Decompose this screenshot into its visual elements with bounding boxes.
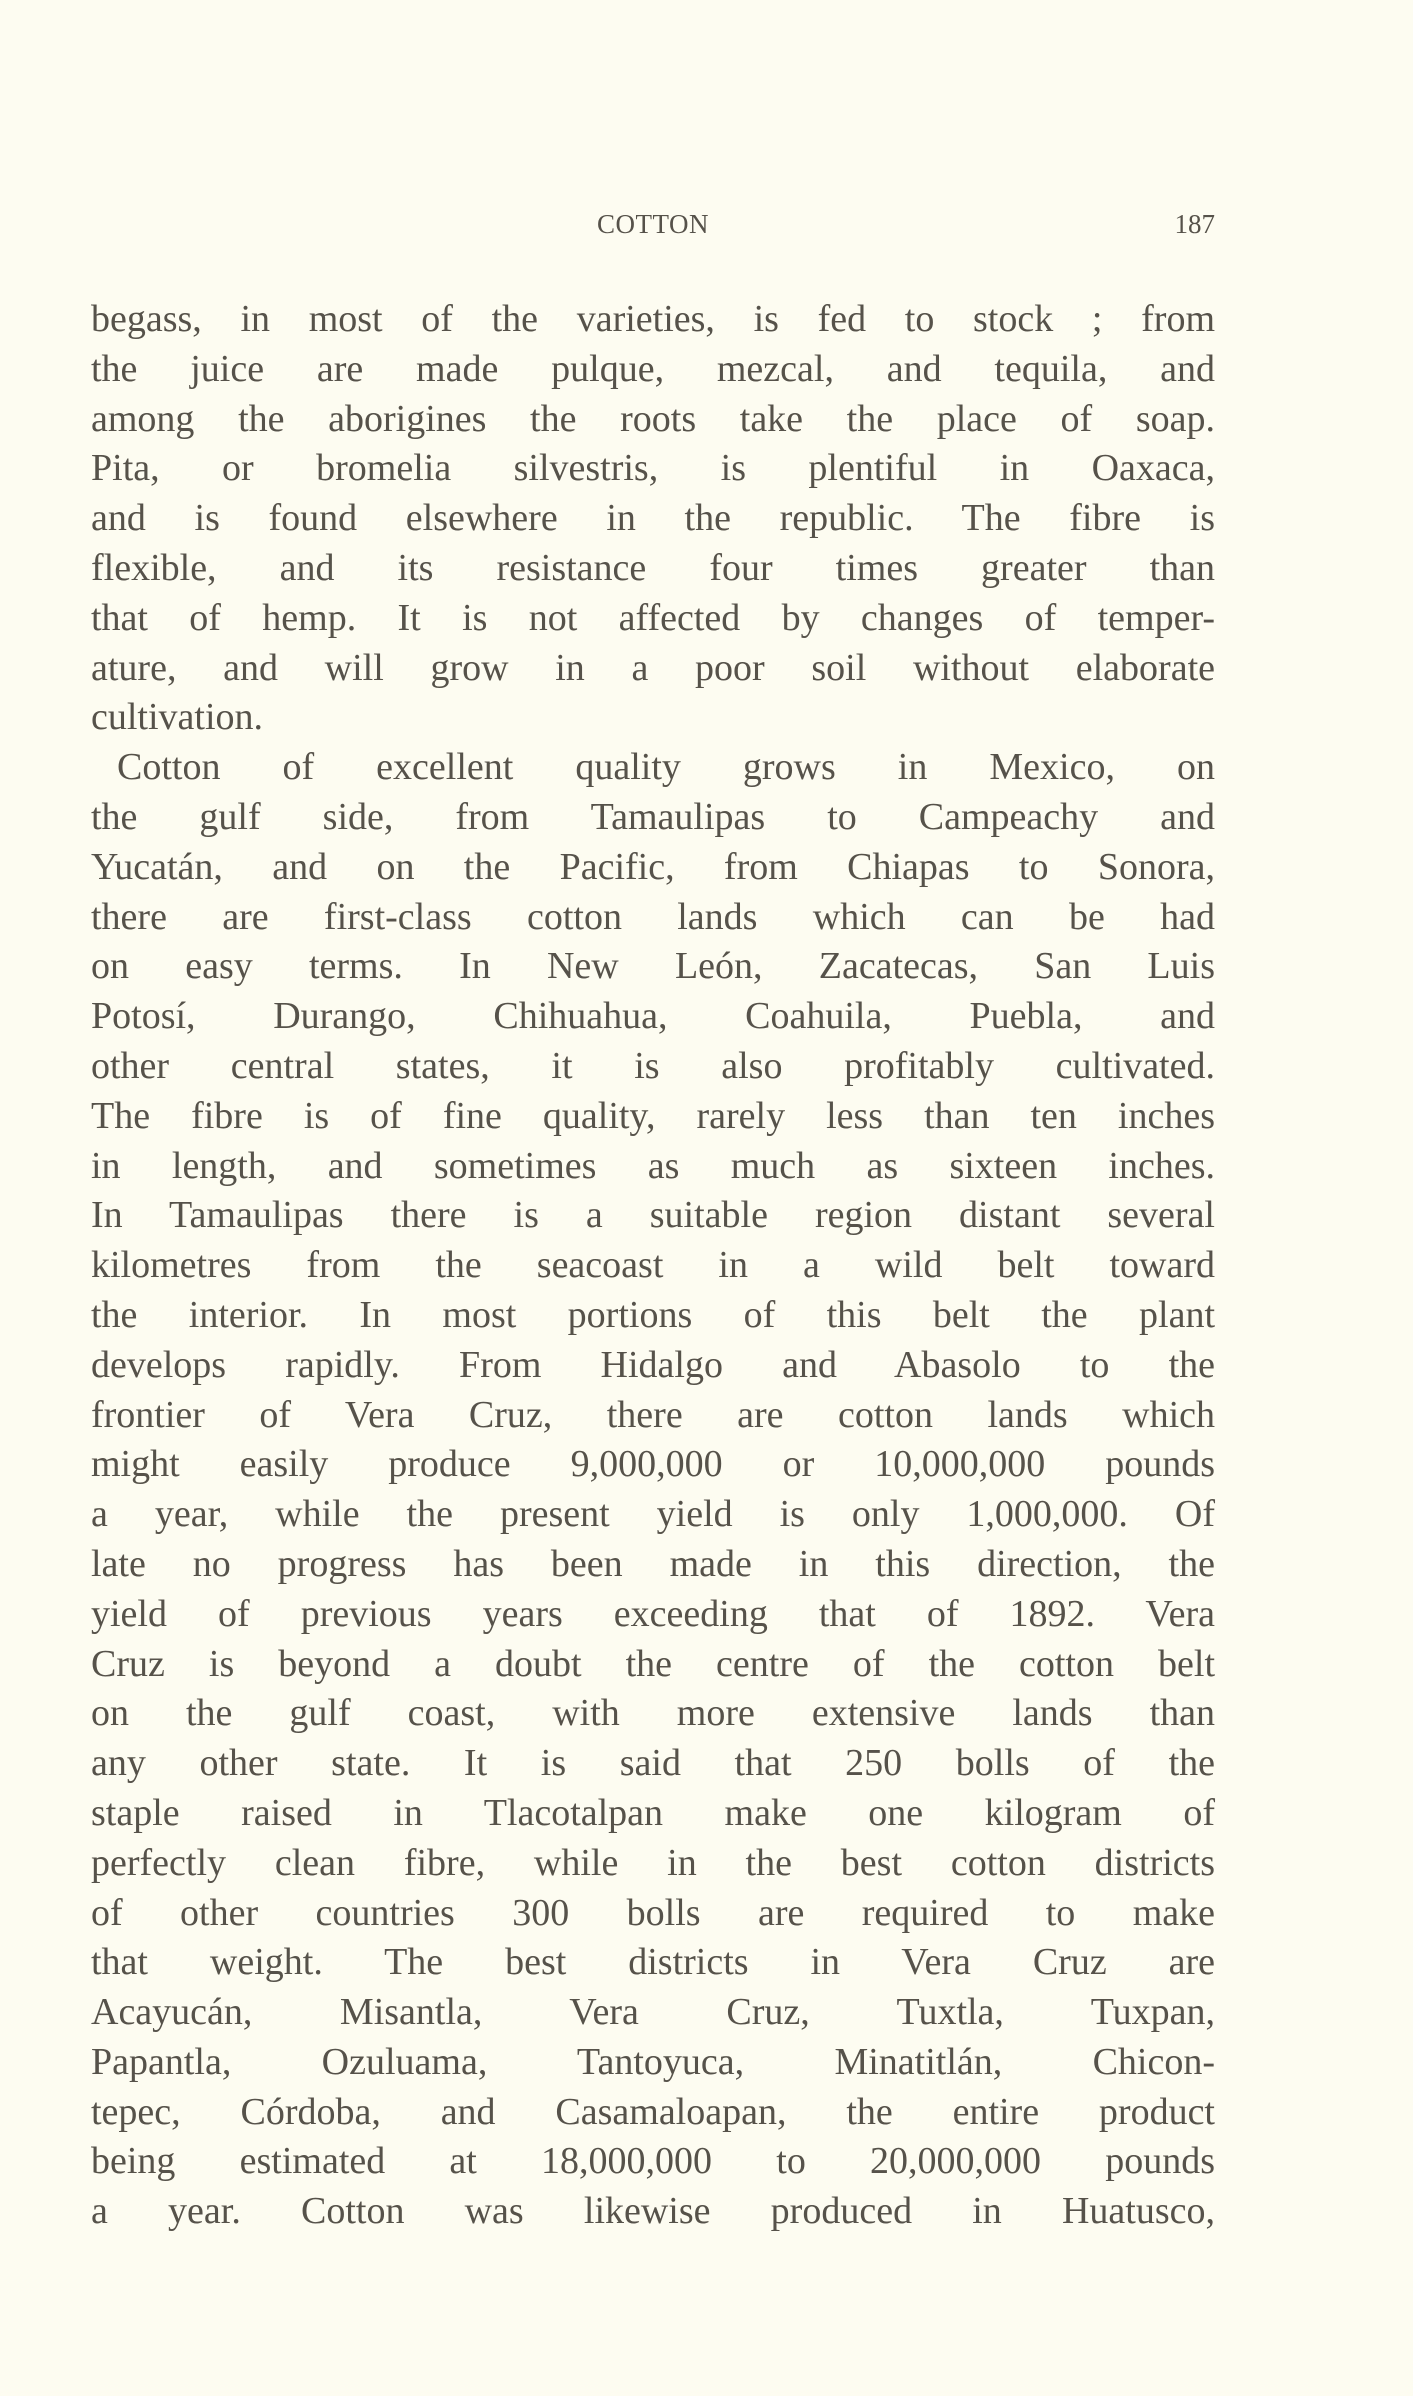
text-line: the juice are made pulque, mezcal, and tequila, and <box>91 347 1215 390</box>
text-line: The fibre is of fine quality, rarely less than ten inches <box>91 1094 1215 1137</box>
text-line: cultivation. <box>91 696 264 739</box>
text-line: there are first-class cotton lands which can be had <box>91 895 1215 938</box>
text-line: in length, and sometimes as much as sixteen inches. <box>91 1144 1215 1187</box>
text-line: frontier of Vera Cruz, there are cotton lands which <box>91 1393 1215 1436</box>
text-line: develops rapidly. From Hidalgo and Abasolo to the <box>91 1343 1215 1386</box>
text-line: kilometres from the seacoast in a wild belt toward <box>91 1244 1215 1287</box>
text-line: yield of previous years exceeding that of 1892. Vera <box>91 1592 1215 1635</box>
page-number: 187 <box>1174 209 1215 239</box>
text-line: other central states, it is also profitably cultivated. <box>91 1044 1215 1087</box>
text-line: and is found elsewhere in the republic. The fibre is <box>91 497 1215 540</box>
text-line: Acayucán, Misantla, Vera Cruz, Tuxtla, Tuxpan, <box>91 1991 1215 2034</box>
text-line: might easily produce 9,000,000 or 10,000,000 pounds <box>91 1443 1215 1486</box>
text-line: Papantla, Ozuluama, Tantoyuca, Minatitlán, Chicon- <box>91 2040 1215 2083</box>
text-line: being estimated at 18,000,000 to 20,000,000 pounds <box>91 2140 1215 2183</box>
body-text <box>91 295 1215 2237</box>
text-line: Yucatán, and on the Pacific, from Chiapas to Sonora, <box>91 845 1215 888</box>
text-line: ature, and will grow in a poor soil without elaborate <box>91 646 1215 689</box>
text-line: Potosí, Durango, Chihuahua, Coahuila, Puebla, and <box>91 995 1215 1038</box>
text-line: on the gulf coast, with more extensive lands than <box>91 1692 1215 1735</box>
text-line: begass, in most of the varieties, is fed to stock ; from <box>91 298 1215 340</box>
text-line: In Tamaulipas there is a suitable region distant several <box>91 1194 1215 1237</box>
text-line: among the aborigines the roots take the place of soap. <box>91 397 1215 440</box>
text-line: the interior. In most portions of this belt the plant <box>91 1293 1215 1336</box>
text-line: on easy terms. In New León, Zacatecas, San Luis <box>91 945 1215 988</box>
text-line: perfectly clean fibre, while in the best cotton districts <box>91 1841 1215 1884</box>
text-line: of other countries 300 bolls are required to make <box>91 1891 1215 1934</box>
text-line: staple raised in Tlacotalpan make one kilogram of <box>91 1791 1215 1834</box>
text-line: a year. Cotton was likewise produced in Huatusco, <box>91 2190 1215 2233</box>
text-line: Pita, or bromelia silvestris, is plentiful in Oaxaca, <box>91 447 1215 490</box>
text-line: that of hemp. It is not affected by changes of temper- <box>91 596 1215 639</box>
text-line: that weight. The best districts in Vera Cruz are <box>91 1941 1215 1984</box>
running-title: COTTON <box>596 209 709 239</box>
text-line: a year, while the present yield is only 1,000,000. Of <box>91 1493 1215 1536</box>
text-line: Cruz is beyond a doubt the centre of the cotton belt <box>91 1642 1215 1685</box>
text-line: Cotton of excellent quality grows in Mexico, on <box>117 746 1215 789</box>
running-head <box>91 205 1215 245</box>
text-line: late no progress has been made in this direction, the <box>91 1542 1215 1585</box>
text-line: any other state. It is said that 250 bolls of the <box>91 1742 1215 1785</box>
text-line: the gulf side, from Tamaulipas to Campeachy and <box>91 795 1215 838</box>
text-line: flexible, and its resistance four times greater than <box>91 546 1215 589</box>
text-line: tepec, Córdoba, and Casamaloapan, the entire product <box>91 2090 1215 2133</box>
